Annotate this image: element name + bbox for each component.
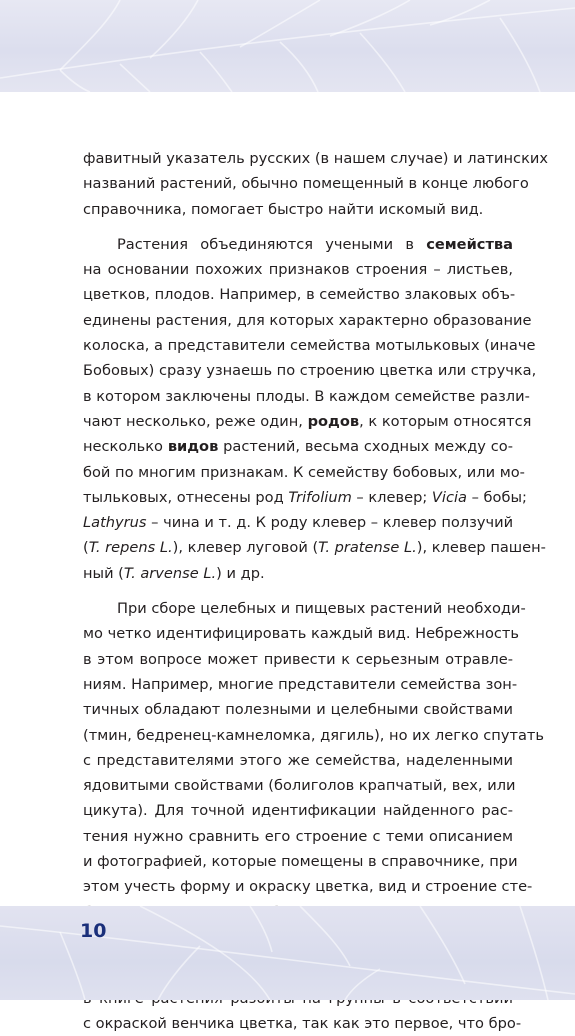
text-run: – бобы;	[466, 488, 527, 506]
text-run: Бобовых) сразу узнаешь по строению цветка или стручка,	[83, 362, 537, 380]
text-line	[83, 282, 516, 307]
text-run: тичных обладают полезными и целебными свойствами	[83, 701, 513, 719]
text-line	[83, 748, 513, 773]
text-run: ядовитыми свойствами (болиголов крапчатый, вех, или	[83, 777, 516, 795]
text-run: справочника, помогает быстро найти искомый вид.	[83, 200, 484, 218]
text-line	[83, 824, 513, 849]
text-line	[83, 146, 549, 171]
text-run: (	[83, 539, 89, 557]
text-run: этом учесть форму и окраску цветка, вид и строение сте-	[83, 878, 533, 896]
latin-name: Vicia	[431, 488, 467, 506]
text-line	[83, 1011, 522, 1036]
bold-term: видов	[167, 438, 219, 456]
text-line	[83, 697, 513, 722]
text-run: единены растения, для которых характерно образование	[83, 311, 532, 329]
bold-term: родов	[307, 412, 360, 430]
text-line	[83, 197, 513, 222]
text-run: – клевер;	[351, 488, 432, 506]
latin-name: T. pratense L.	[318, 539, 417, 557]
page-number: 10	[80, 920, 107, 942]
text-line	[83, 672, 518, 697]
text-line	[83, 409, 532, 434]
text-line	[83, 647, 513, 672]
text-run: с представителями этого же семейства, наделенными	[83, 751, 513, 769]
text-line	[83, 485, 527, 510]
text-run: чают несколько, реже один,	[83, 412, 308, 430]
text-line	[83, 535, 546, 560]
text-run: растений, весьма сходных между со-	[218, 438, 514, 456]
text-line	[83, 849, 518, 874]
text-run: цикута). Для точной идентификации найденного рас-	[83, 802, 513, 820]
text-run: , к которым относятся	[359, 412, 532, 430]
text-line	[83, 434, 513, 459]
text-body	[83, 146, 549, 1036]
text-run: тения нужно сравнить его строение с теми описанием	[83, 827, 513, 845]
paragraph	[83, 232, 546, 586]
text-line	[83, 621, 520, 646]
text-line	[83, 874, 533, 899]
text-run: и фотографией, которые помещены в справочнике, при	[83, 853, 518, 871]
text-line	[83, 773, 516, 798]
text-line	[83, 798, 513, 823]
text-run: ниям. Например, многие представители семейства зон-	[83, 675, 518, 693]
text-line	[83, 232, 513, 257]
text-run: в этом вопросе может привести к серьезным отравле-	[83, 650, 513, 668]
text-run: цветков, плодов. Например, в семейство злаковых объ-	[83, 286, 516, 304]
text-line	[83, 333, 536, 358]
text-run: ) и др.	[216, 564, 265, 582]
text-line	[83, 384, 530, 409]
paragraph	[83, 146, 549, 222]
text-line	[83, 257, 513, 282]
leaf-vein-pattern	[0, 0, 575, 92]
text-run: бой по многим признакам. К семейству бобовых, или мо-	[83, 463, 525, 481]
text-run: колоска, а представители семейства мотыльковых (иначе	[83, 337, 536, 355]
text-line	[83, 510, 513, 535]
text-run: с окраской венчика цветка, так как это первое, что бро-	[83, 1014, 522, 1032]
text-line	[83, 171, 529, 196]
text-line	[83, 723, 545, 748]
text-run: ), клевер пашен-	[416, 539, 546, 557]
text-line	[83, 308, 532, 333]
latin-name: Trifolium	[288, 488, 352, 506]
text-run: несколько	[83, 438, 168, 456]
text-run: тыльковых, отнесены род	[83, 488, 289, 506]
latin-name: T. arvense L.	[123, 564, 217, 582]
text-run: в котором заключены плоды. В каждом семействе разли-	[83, 387, 530, 405]
text-run: ный (	[83, 564, 124, 582]
text-run: ), клевер луговой (	[172, 539, 319, 557]
text-run: мо четко идентифицировать каждый вид. Небрежность	[83, 625, 520, 643]
text-run: названий растений, обычно помещенный в конце любого	[83, 175, 529, 193]
bold-term: семейства	[426, 235, 513, 253]
latin-name: T. repens L.	[88, 539, 173, 557]
text-run: (тмин, бедренец-камнеломка, дягиль), но их легко спутать	[83, 726, 545, 744]
text-run: При сборе целебных и пищевых растений необходи-	[117, 600, 526, 618]
text-run: фавитный указатель русских (в нашем случае) и латинских	[83, 150, 549, 167]
latin-name: Lathyrus	[83, 514, 147, 532]
text-line	[83, 561, 513, 586]
text-run: на основании похожих признаков строения – листьев,	[83, 261, 513, 279]
header-decoration	[0, 0, 575, 92]
paragraph	[83, 596, 545, 925]
text-line	[83, 596, 526, 621]
text-run: Растения объединяются учеными в	[117, 235, 427, 253]
text-line	[83, 358, 537, 383]
text-run: – чина и т. д. К роду клевер – клевер ползучий	[146, 514, 514, 532]
text-line	[83, 460, 525, 485]
